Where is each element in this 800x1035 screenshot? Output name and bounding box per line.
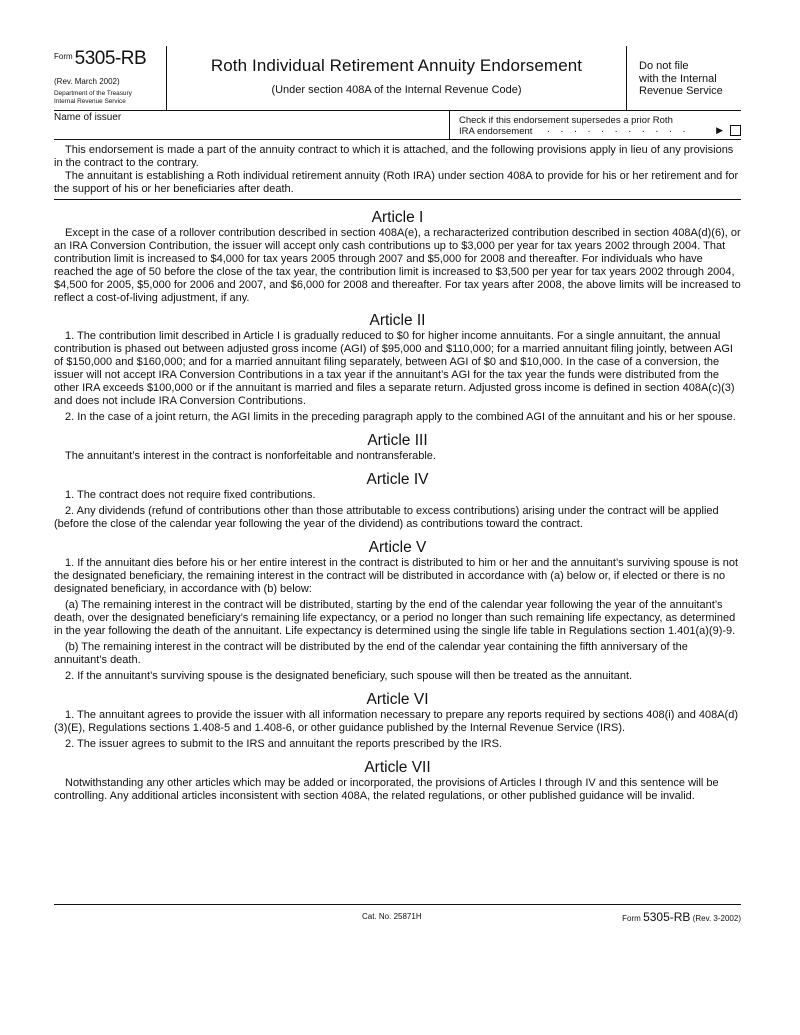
article-1 bbox=[54, 209, 741, 305]
article-4-paragraph-2: 2. Any dividends (refund of contributions other than those attributable to excess contributions) arising under the contract will be applied (before the close of the calendar year following the year of the dividend) as contributions toward the contract. bbox=[54, 505, 719, 530]
do-not-file-line-1: Do not file bbox=[639, 60, 689, 72]
article-5-paragraph-1: 1. If the annuitant dies before his or her entire interest in the contract is distributed to him or her and the annuitant’s surviving spouse is not the designated beneficiary, the remaining interest in the contract will be distributed in accordance with (a) below or, if elected or there is no designated beneficiary, in accordance with (b) below: bbox=[54, 557, 739, 595]
article-7-title: Article VII bbox=[364, 759, 431, 776]
article-4 bbox=[54, 471, 741, 531]
intro-paragraph-1: This endorsement is made a part of the annuity contract to which it is attached, and the following provisions apply in lieu of any provisions in the contract to the contrary. bbox=[54, 144, 734, 169]
article-4-paragraph-1: 1. The contract does not require fixed contributions. bbox=[65, 489, 316, 501]
article-5 bbox=[54, 539, 741, 683]
article-1-paragraph-1: Except in the case of a rollover contribution described in section 408A(e), a recharacterized contribution described in section 408A(d)(6), or an IRA Conversion Contribution, the issuer will accept only cash contributions up to $3,000 per year for tax years 2002 through 2004. That contribution limit is increased to $4,000 for tax years 2005 through 2007 and $5,000 for 2008 and thereafter. For individuals who have reached the age of 50 before the close of the tax year, the contribution limit is increased to $3,500 per year for tax years 2002 through 2004, $4,500 for 2005, $5,000 for 2006 and 2007, and $6,000 for 2008 and thereafter. For tax years after 2008, the above limits will be increased to reflect a cost-of-living adjustment, if any. bbox=[54, 227, 741, 304]
article-3 bbox=[54, 432, 741, 463]
issuer-name-field[interactable] bbox=[54, 111, 449, 139]
do-not-file-line-2: with the Internal bbox=[639, 72, 717, 85]
article-2-paragraph-1: 1. The contribution limit described in Article I is gradually reduced to $0 for higher income annuitants. For a single annuitant, the annual contribution is phased out between adjusted gross income (AGI) of $95,000 and $110,000; for a married annuitant filing jointly, between AGI of $150,000 and $160,000; and for a married annuitant filing separately, between AGI of $0 and $10,000. In the case of a conversion, the issuer will not accept IRA Conversion Contributions in a tax year if the annuitant’s AGI for the tax year the funds were distributed from the other IRA exceeds $100,000 or if the annuitant is married and files a separate return. Adjusted gross income is defined in section 408A(c)(3) and does not include IRA Conversion Contributions. bbox=[54, 330, 735, 407]
form-page bbox=[54, 46, 741, 803]
department bbox=[54, 90, 132, 106]
article-7-paragraph-1: Notwithstanding any other articles which may be added or incorporated, the provisions of Articles I through IV and this sentence will be controlling. Any additional articles inconsistent with section 408A, the related regulations, or other published guidance will be invalid. bbox=[54, 777, 719, 802]
article-6-paragraph-2: 2. The issuer agrees to submit to the IRS and annuitant the reports prescribed by the IRS. bbox=[65, 738, 502, 750]
article-5-paragraph-a: (a) The remaining interest in the contract will be distributed, starting by the end of the calendar year following the year of the annuitant’s death, over the designated beneficiary’s remaining life expectancy, or a period no longer than such remaining life expectancy, as determined in the year following the death of the annuitant. Life expectancy is determined using the single life table in Regulations section 1.401(a)(9)-9. bbox=[54, 599, 736, 637]
article-7 bbox=[54, 759, 741, 803]
form-number-line bbox=[54, 48, 146, 70]
leader-dots: . . . . . . . . . . . bbox=[547, 124, 690, 135]
do-not-file-block bbox=[626, 46, 741, 110]
catalog-number: Cat. No. 25871H bbox=[362, 912, 422, 921]
footer-revision: (Rev. 3-2002) bbox=[692, 914, 741, 923]
do-not-file-line-3: Revenue Service bbox=[639, 85, 723, 97]
footer-form-number: 5305-RB bbox=[643, 910, 691, 924]
supersede-text-line-2: IRA endorsement bbox=[459, 126, 533, 137]
article-5-paragraph-b: (b) The remaining interest in the contract will be distributed by the end of the calendar year containing the fifth anniversary of the annuitant’s death. bbox=[54, 641, 688, 666]
article-4-title: Article IV bbox=[366, 471, 429, 488]
article-3-paragraph-1: The annuitant’s interest in the contract is nonforfeitable and nontransferable. bbox=[65, 450, 436, 462]
article-5-paragraph-2: 2. If the annuitant’s surviving spouse is the designated beneficiary, such spouse will then be treated as the annuitant. bbox=[65, 670, 633, 682]
form-header bbox=[54, 46, 741, 111]
supersede-checkbox[interactable] bbox=[730, 125, 741, 136]
supersede-check-block bbox=[449, 111, 741, 139]
issuer-name-label: Name of issuer bbox=[54, 112, 122, 123]
form-number: 5305-RB bbox=[74, 48, 147, 69]
article-6 bbox=[54, 691, 741, 751]
form-word: Form bbox=[54, 52, 73, 61]
footer-form-word: Form bbox=[622, 914, 641, 923]
revision-date: (Rev. March 2002) bbox=[54, 77, 120, 86]
issuer-row bbox=[54, 111, 741, 140]
article-3-title: Article III bbox=[367, 432, 428, 449]
article-2-title: Article II bbox=[369, 312, 426, 329]
article-2 bbox=[54, 312, 741, 424]
department-line-1: Department of the Treasury bbox=[54, 90, 132, 97]
article-1-title: Article I bbox=[371, 209, 424, 226]
form-footer bbox=[54, 904, 741, 924]
footer-form-id bbox=[622, 910, 741, 924]
department-line-2: Internal Revenue Service bbox=[54, 98, 126, 105]
article-6-paragraph-1: 1. The annuitant agrees to provide the issuer with all information necessary to prepare any reports required by sections 408(i) and 408A(d)(3)(E), Regulations sections 1.408-5 and 1.408-6, or other guidance published by the Internal Revenue Service (IRS). bbox=[54, 709, 739, 734]
do-not-file-note bbox=[639, 60, 723, 98]
form-id-block bbox=[54, 46, 167, 110]
intro-section bbox=[54, 144, 741, 200]
article-6-title: Article VI bbox=[366, 691, 429, 708]
arrow-right-icon: ▶ bbox=[716, 125, 723, 135]
article-5-title: Article V bbox=[368, 539, 427, 556]
form-title: Roth Individual Retirement Annuity Endorsement bbox=[210, 56, 583, 75]
form-subtitle: (Under section 408A of the Internal Revenue Code) bbox=[271, 84, 522, 96]
article-2-paragraph-2: 2. In the case of a joint return, the AGI limits in the preceding paragraph apply to the combined AGI of the annuitant and his or her spouse. bbox=[65, 411, 736, 423]
title-block bbox=[167, 46, 626, 110]
supersede-text-line-1: Check if this endorsement supersedes a prior Roth bbox=[459, 115, 673, 126]
intro-paragraph-2: The annuitant is establishing a Roth individual retirement annuity (Roth IRA) under section 408A to provide for his or her retirement and for the support of his or her beneficiaries after death. bbox=[54, 170, 739, 195]
